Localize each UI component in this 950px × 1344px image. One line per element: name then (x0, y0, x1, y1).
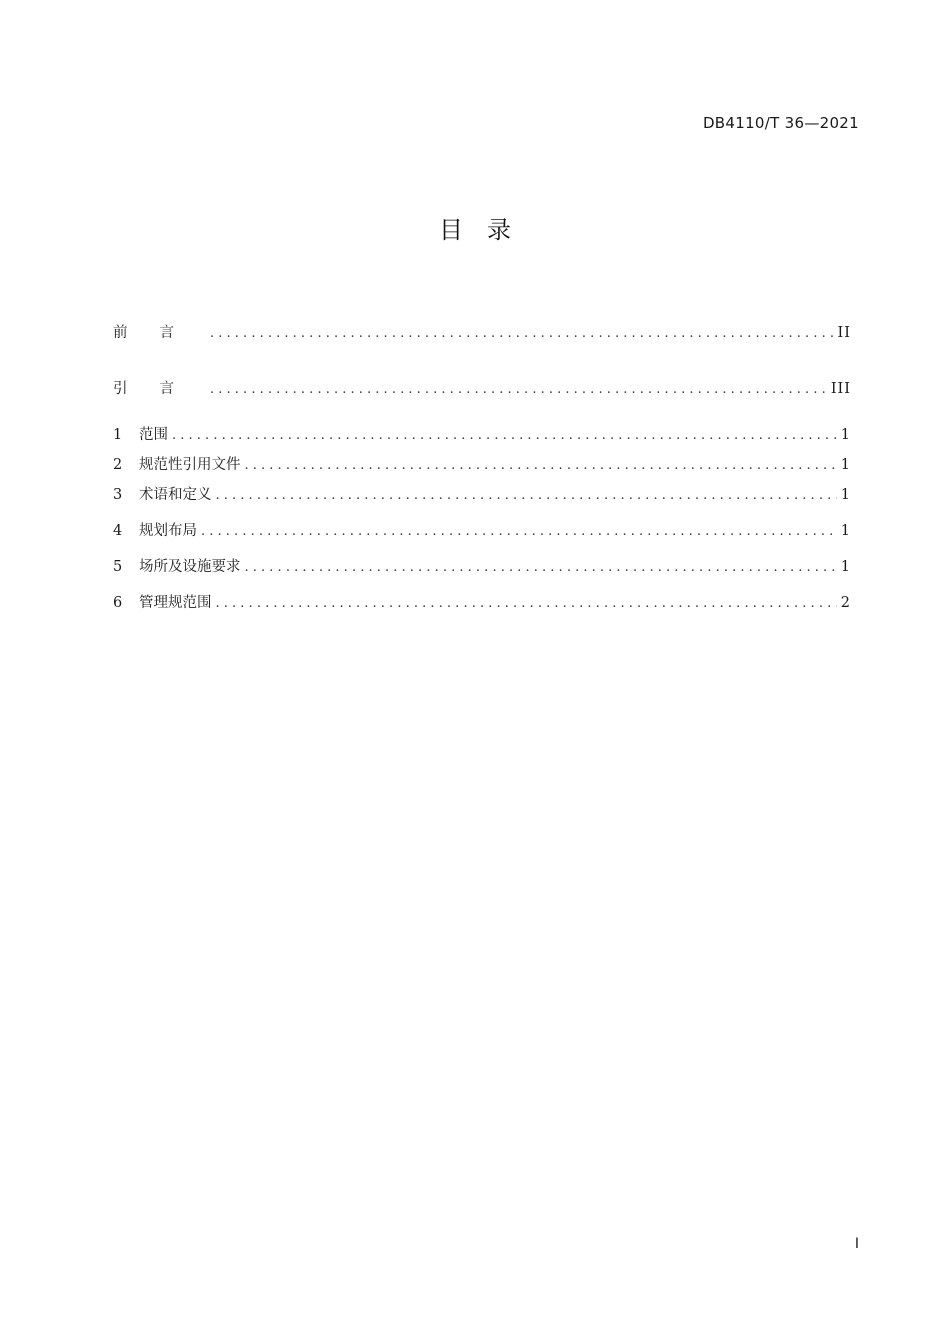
toc-entry-number: 1 (113, 427, 123, 443)
toc-entry-number: 5 (113, 559, 123, 575)
toc-entry-introduction[interactable] (113, 379, 851, 400)
toc-leader-dots (216, 594, 837, 614)
toc-entry-page: 1 (840, 457, 851, 473)
toc-entry-page: 1 (840, 427, 851, 443)
toc-leader-dots (216, 486, 837, 506)
toc-entry-label: 管理规范围 (139, 595, 212, 611)
toc-entry-4[interactable] (113, 521, 851, 542)
toc-entry-label: 场所及设施要求 (139, 559, 241, 575)
toc-entry-5[interactable] (113, 557, 851, 578)
toc-entry-1[interactable] (113, 425, 851, 446)
toc-leader-dots (201, 522, 837, 542)
toc-entry-number: 3 (113, 487, 123, 503)
toc-entry-label: 规范性引用文件 (139, 457, 241, 473)
toc-entry-label: 范围 (139, 427, 168, 443)
toc-entry-label: 引言 (113, 381, 206, 397)
standard-code: DB4110/T 36—2021 (702, 114, 859, 132)
toc-leader-dots (172, 426, 837, 446)
toc-entry-page: III (830, 381, 851, 397)
toc-entry-number: 2 (113, 457, 123, 473)
toc-entry-label: 前言 (113, 325, 206, 341)
toc-leader-dots (245, 558, 837, 578)
toc-entry-page: II (837, 325, 851, 341)
toc-entry-page: 2 (840, 595, 851, 611)
toc-title-char-2: 录 (487, 216, 511, 244)
toc-title-char-1: 目 (439, 216, 463, 244)
toc-entry-label: 术语和定义 (139, 487, 212, 503)
toc-entry-page: 1 (840, 487, 851, 503)
toc-entry-number: 4 (113, 523, 123, 539)
toc-entry-page: 1 (840, 559, 851, 575)
toc-leader-dots (245, 456, 837, 476)
toc-entry-3[interactable] (113, 485, 851, 506)
toc-entry-page: 1 (840, 523, 851, 539)
toc-entry-foreword[interactable] (113, 323, 851, 344)
toc-leader-dots (210, 324, 834, 344)
toc-title (0, 210, 950, 245)
toc-entry-2[interactable] (113, 455, 851, 476)
page-number: I (854, 1236, 859, 1252)
toc-entry-6[interactable] (113, 593, 851, 614)
toc-leader-dots (210, 380, 827, 400)
toc-entry-label: 规划布局 (139, 523, 197, 539)
toc-entry-number: 6 (113, 595, 123, 611)
